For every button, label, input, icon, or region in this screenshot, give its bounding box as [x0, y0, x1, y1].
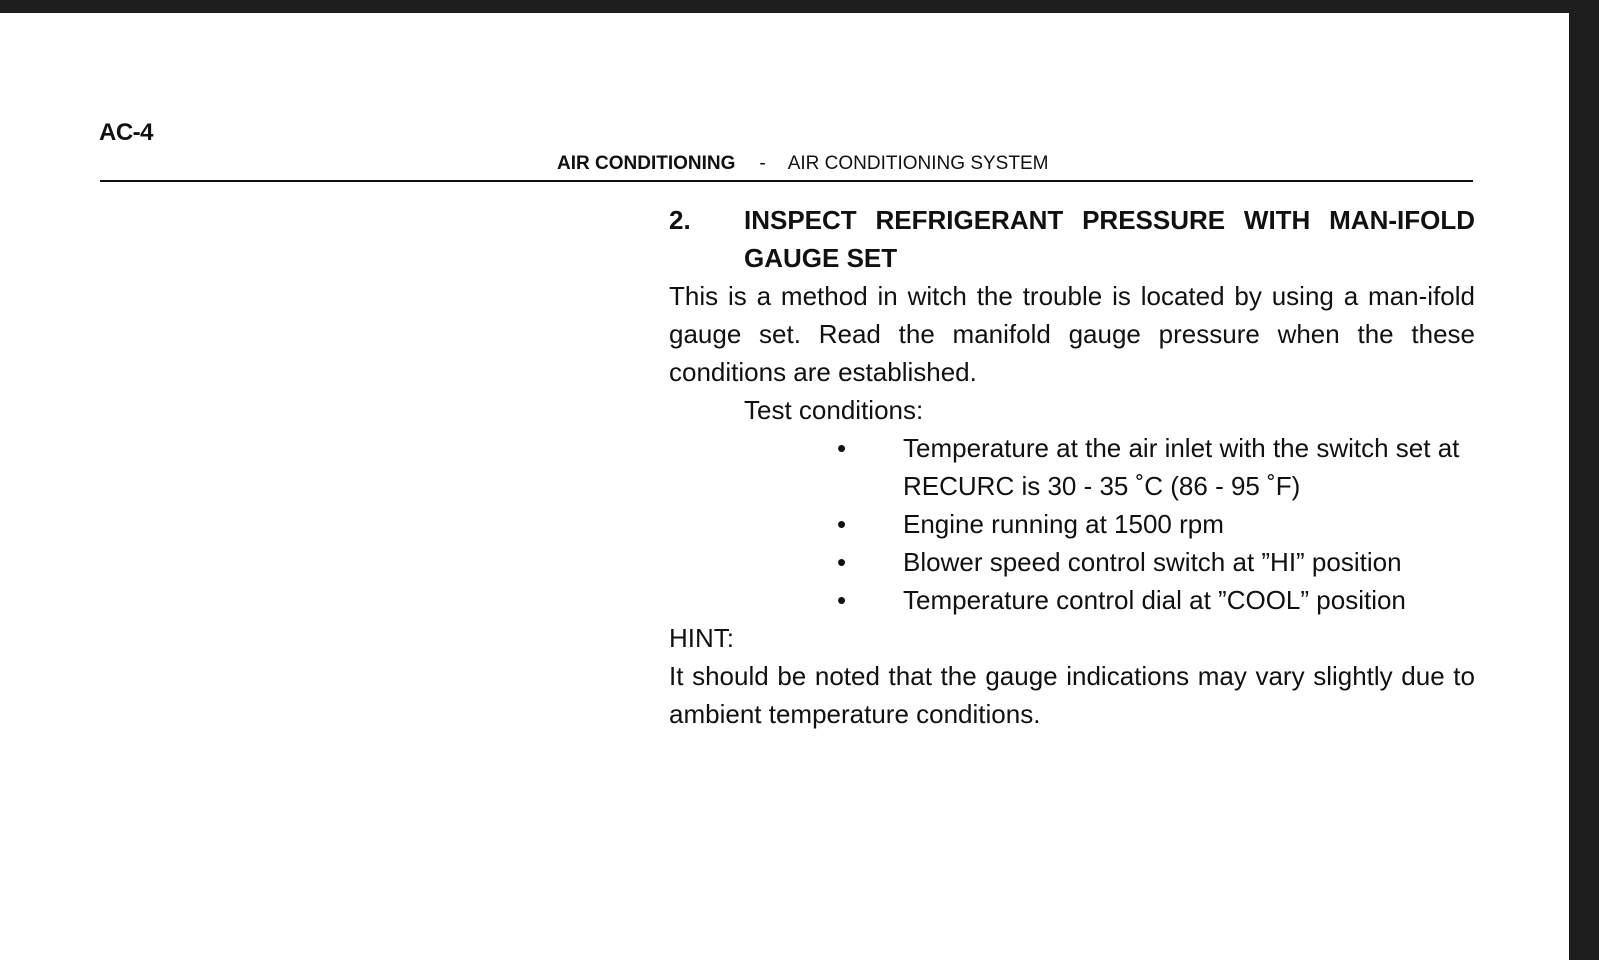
page-id: AC-4: [99, 119, 154, 146]
bullet-icon: •: [837, 585, 847, 615]
window-top-bar: [0, 0, 1599, 13]
window-right-edge: [1569, 0, 1599, 960]
list-item: [833, 581, 1475, 619]
condition-text: Temperature at the air inlet with the switch set at RECURC is 30 - 35 ˚C (86 - 95 ˚F): [903, 433, 1460, 501]
document-page: [0, 13, 1569, 960]
section-title: AIR CONDITIONING: [557, 153, 736, 174]
step-heading: [669, 201, 1475, 277]
main-content: [669, 201, 1475, 733]
hint-text: It should be noted that the gauge indications may vary slightly due to ambient temperature conditions.: [669, 661, 1475, 729]
condition-text: Blower speed control switch at ”HI” position: [903, 547, 1402, 577]
list-item: [833, 429, 1475, 505]
step-title: INSPECT REFRIGERANT PRESSURE WITH MAN-IFOLD GAUGE SET: [744, 205, 1475, 273]
condition-text: Engine running at 1500 rpm: [903, 509, 1224, 539]
bullet-icon: •: [837, 547, 847, 577]
hint-label: HINT:: [669, 623, 734, 653]
subsection-title: AIR CONDITIONING SYSTEM: [787, 153, 1049, 174]
header-separator: -: [759, 153, 766, 174]
list-item: [833, 505, 1475, 543]
header-rule: [100, 180, 1473, 182]
test-conditions-label: Test conditions:: [744, 395, 924, 425]
list-item: [833, 543, 1475, 581]
intro-paragraph: This is a method in witch the trouble is located by using a man-ifold gauge set. Read the manifold gauge pressure when the these conditions are established.: [669, 281, 1475, 387]
bullet-icon: •: [837, 433, 847, 463]
step-number: 2.: [669, 205, 691, 235]
condition-text: Temperature control dial at ”COOL” position: [903, 585, 1406, 615]
bullet-icon: •: [837, 509, 847, 539]
test-conditions-list: [669, 429, 1475, 619]
running-header: [557, 153, 1048, 175]
